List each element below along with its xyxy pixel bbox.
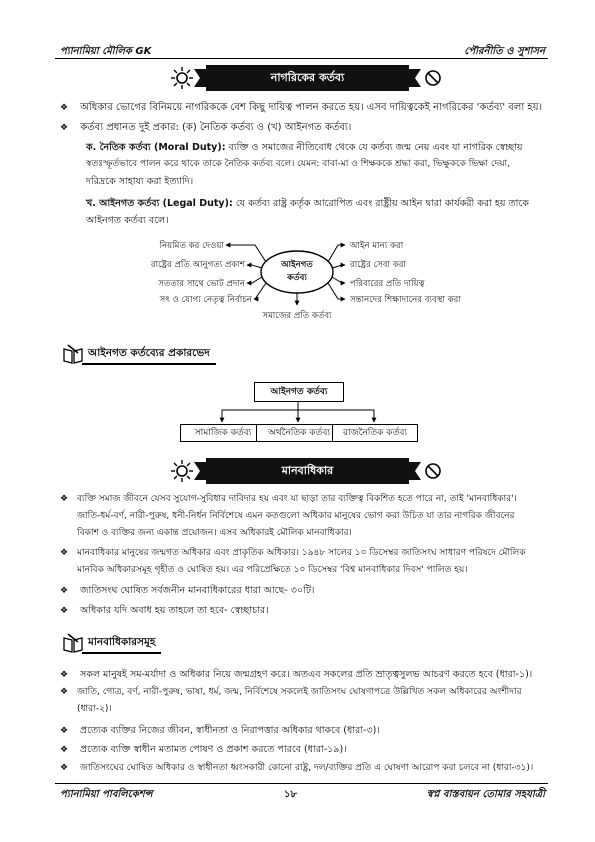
diamond-bullet-icon: ❖ [60,763,69,773]
page-number: ১৮ [284,789,297,800]
banner-title: মানবাধিকার [206,458,409,484]
list-item: ❖ অধিকার ভোগের বিনিময়ে নাগরিককে বেশ কিছু দায়িত্ব পালন করতে হয়। এসব দায়িত্বকেই নাগরিকের 'কর্তব্য' বলা হয়। [60,102,543,113]
section-heading-human-rights-list: মানবাধিকারসমূহ [62,632,202,654]
footer-publisher: প্যানামিয়া পাবলিকেশন্স [60,789,153,800]
diamond-bullet-icon: ❖ [60,745,69,755]
tree-child-box: সামাজিক কর্তব্য [180,424,266,442]
section-heading-legal-duty-types: আইনগত কর্তব্যের প্রকারভেদ [62,343,252,365]
list-item: ❖ সকল মানুষই সম-মর্যাদা ও অধিকার নিয়ে জন্মগ্রহণ করে। অতএব সকলের প্রতি ভ্রাতৃত্বসুলভ আচরণ করতে হবে (ধারা-১)। [60,669,533,680]
diamond-bullet-icon: ❖ [60,687,69,697]
no-symbol-icon [409,458,445,484]
diagram-right-item: আইন মান্য করা [350,241,404,251]
diagram-left-item: সততার সাথে ভোট প্রদান [158,279,245,289]
list-item: ❖ মানবাধিকার মানুষের জন্মগত অধিকার এবং প্রাকৃতিক অধিকার। ১৯৪৮ সালের ১০ ডিসেম্বর জাতিসংঘ সাধারণ পরিষদে মৌলিক মানবিক অধিকারসমূহ গৃহীত ও ঘোষিত হয়। এর পরিপ্রেক্ষিতে ১০ ডিসেম্বর 'বিশ্ব মানবাধিকার দিবস' পালিত হয়। [60,545,550,579]
diamond-bullet-icon: ❖ [60,548,69,558]
legal-duty-label: খ. আইনগত কর্তব্য (Legal Duty): [86,198,233,209]
open-book-icon [62,632,84,654]
header-right: পৌরনীতি ও সুশাসন [464,46,545,57]
diagram-right-item: সন্তানদের শিক্ষাদানের ব্যবস্থা করা [350,295,461,305]
diagram-center-label: আইনগত কর্তব্য [281,260,313,283]
moral-duty-label: ক. নৈতিক কর্তব্য (Moral Duty): [86,142,226,153]
list-item: ❖ প্রত্যেক ব্যক্তির নিজের জীবন, স্বাধীনতা ও নিরাপত্তার অধিকার থাকবে (ধারা-৩)। [60,725,380,736]
diamond-bullet-icon: ❖ [60,726,69,736]
list-item: ❖ জাতি, গোত্র, বর্ণ, নারী-পুরুষ, ভাষা, ধর্ম, জন্ম, নির্বিশেষে সকলেই জাতিসংঘ ঘোষণাপত্রে উল্লিখিত সকল অধিকারের অংশীদার (ধারা-২)। [60,684,550,718]
moral-duty-paragraph: ক. নৈতিক কর্তব্য (Moral Duty): ব্যক্তি ও সমাজের নীতিবোধ থেকে যে কর্তব্য জন্ম নেয় এবং যা নাগরিক স্বেচ্ছায় স্বতঃস্ফূর্তভাবে পালন করে থাকে তাকে নৈতিক কর্তব্য বলে। যেমন: বাবা-মা ও শিক্ষককে শ্রদ্ধা করা, ভিক্ষুককে ভিক্ষা দেয়া, দরিদ্রকে সাহায্য করা ইত্যাদি। [86,142,523,187]
diagram-left-item: নিয়মিত কর দেওয়া [159,241,224,251]
diamond-bullet-icon: ❖ [60,123,69,133]
list-item: ❖ জাতিসংঘ ঘোষিত সর্বজনীন মানবাধিকারের ধারা আছে- ৩০টি। [60,585,315,596]
diagram-right-item: রাষ্ট্রের সেবা করা [350,260,407,270]
diagram-left-item: রাষ্ট্রের প্রতি আনুগত্য প্রকাশ [150,260,245,270]
legal-duty-paragraph: খ. আইনগত কর্তব্য (Legal Duty): যে কর্তব্য রাষ্ট্র কর্তৃক আরোপিত এবং রাষ্ট্রীয় আইন দ্বারা কার্যকরী করা হয় তাকে আইনগত কর্তব্য বলে। [86,198,529,226]
diamond-bullet-icon: ❖ [60,670,69,680]
list-item: ❖ অধিকার যদি অবাধ হয় তাহলে তা হবে- স্বেচ্ছাচার। [60,605,269,616]
tree-root-box: আইনগত কর্তব্য [254,382,344,402]
diamond-bullet-icon: ❖ [60,586,69,596]
list-item: ❖ প্রত্যেক ব্যক্তি স্বাধীন মতামত পোষণ ও প্রকাশ করতে পারবে (ধারা-১৯)। [60,744,347,755]
list-item: ❖ ব্যক্তি সমাজ জীবনে যেসব সুযোগ-সুবিধার দাবিদার হয় এবং যা ছাড়া তার ব্যক্তিত্ব বিকশিত হতে পারে না, তাই 'মানবাধিকার'। জাতি-ধর্ম-বর্ণ, নারী-পুরুষ, ধনী-নির্ধন নির্বিশেষে এমন কতগুলো অধিকার মানুষের ভোগ করা উচিত যা তার নাগরিক জীবনের বিকাশ ও ব্যক্তির জন্য একান্ত প্রয়োজন। এসব অধিকারই মৌলিক মানবাধিকার। [60,491,550,542]
diagram-left-item: সৎ ও যোগ্য নেতৃত্ব নির্বাচন [159,295,252,305]
diamond-bullet-icon: ❖ [60,494,69,504]
header-left: প্যানামিয়া মৌলিক GK [60,46,152,57]
diagram-right-item: পরিবারের প্রতি দায়িত্ব [350,279,425,289]
diagram-bottom-item: সমাজের প্রতি কর্তব্য [262,311,332,321]
list-item: ❖ জাতিসংঘের ঘোষিত অধিকার ও স্বাধীনতা ধ্বংসকারী কোনো রাষ্ট্র, দল/ব্যক্তির প্রতি এ ঘোষণা আরোপ করা চলবে না (ধারা-৩১)। [60,763,534,773]
sun-gear-icon [170,458,206,484]
banner-title: নাগরিকের কর্তব্য [206,65,409,91]
footer-rule [55,783,548,784]
diamond-bullet-icon: ❖ [60,103,69,113]
tree-child-box: অর্থনৈতিক কর্তব্য [256,424,342,442]
list-item: ❖ কর্তব্য প্রধানত দুই প্রকার: (ক) নৈতিক কর্তব্য ও (খ) আইনগত কর্তব্য। [60,122,352,133]
tree-child-box: রাজনৈতিক কর্তব্য [332,424,418,442]
diamond-bullet-icon: ❖ [60,606,69,616]
section-banner-human-rights [170,458,445,484]
footer-tagline: স্বপ্ন বাস্তবায়ন তোমার সহযাত্রী [426,789,545,800]
